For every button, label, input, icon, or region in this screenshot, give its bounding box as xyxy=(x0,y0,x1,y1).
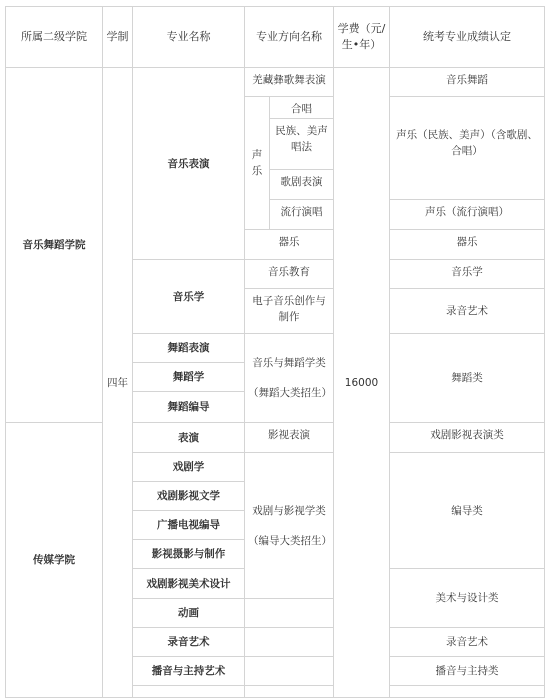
major-choreography: 舞蹈编导 xyxy=(132,391,245,423)
major-broadcast-directing: 广播电视编导 xyxy=(132,510,245,540)
recognition-broadcast-hosting: 播音与主持类 xyxy=(389,656,545,686)
header-college: 所属二级学院 xyxy=(5,6,103,68)
recognition-art-design: 美术与设计类 xyxy=(389,568,545,628)
direction-music-dance-category-label: 音乐与舞蹈学类 xyxy=(252,357,326,369)
recognition-vocal-pop: 声乐（流行演唱） xyxy=(389,199,545,230)
fee-cell: 16000 xyxy=(333,67,390,698)
major-animation: 动画 xyxy=(132,598,245,628)
recognition-directing-category: 编导类 xyxy=(389,452,545,569)
recognition-musicology: 音乐学 xyxy=(389,259,545,289)
direction-vocal: 声乐 xyxy=(244,96,270,230)
direction-empty-hosting xyxy=(244,656,334,686)
recognition-continuation xyxy=(389,685,545,698)
direction-ethnic-bel-canto: 民族、美声唱法 xyxy=(269,118,334,170)
direction-drama-film-category-label: 戏剧与影视学类 xyxy=(252,504,326,517)
recognition-instrumental: 器乐 xyxy=(389,229,545,260)
direction-qiang-yi: 羌藏彝歌舞表演 xyxy=(244,67,334,97)
header-fee: 学费（元/生•年） xyxy=(333,6,390,68)
major-drama-film-literature: 戏剧影视文学 xyxy=(132,481,245,511)
major-musicology: 音乐学 xyxy=(132,259,245,334)
major-continuation xyxy=(132,685,245,698)
major-music-performance: 音乐表演 xyxy=(132,67,245,260)
header-major: 专业名称 xyxy=(132,6,245,68)
direction-drama-film-category xyxy=(244,452,334,599)
major-recording-art: 录音艺术 xyxy=(132,627,245,657)
major-dance-studies: 舞蹈学 xyxy=(132,362,245,392)
direction-opera: 歌剧表演 xyxy=(269,169,334,200)
direction-empty-animation xyxy=(244,598,334,628)
major-drama-art-design: 戏剧影视美术设计 xyxy=(132,568,245,599)
major-hosting-art: 播音与主持艺术 xyxy=(132,656,245,686)
direction-music-education: 音乐教育 xyxy=(244,259,334,289)
header-recognition: 统考专业成绩认定 xyxy=(389,6,545,68)
direction-film-tv-acting: 影视表演 xyxy=(244,422,334,453)
recognition-recording-art-2: 录音艺术 xyxy=(389,627,545,657)
recognition-recording-art: 录音艺术 xyxy=(389,288,545,334)
direction-instrumental: 器乐 xyxy=(244,229,334,260)
direction-dance-category-note: （舞蹈大类招生） xyxy=(248,387,332,399)
direction-chorus: 合唱 xyxy=(269,96,334,119)
direction-empty-recording xyxy=(244,627,334,657)
recognition-vocal-ethnic: 声乐（民族、美声）（含歌剧、合唱） xyxy=(389,96,545,200)
direction-music-dance-category xyxy=(244,333,334,423)
college-media: 传媒学院 xyxy=(5,422,103,698)
direction-directing-category-note: （编导大类招生） xyxy=(248,534,332,547)
major-film-photography: 影视摄影与制作 xyxy=(132,539,245,569)
recognition-music-dance: 音乐舞蹈 xyxy=(389,67,545,97)
direction-pop: 流行演唱 xyxy=(269,199,334,230)
duration-cell: 四年 xyxy=(102,67,133,698)
direction-electronic-music: 电子音乐创作与制作 xyxy=(244,288,334,334)
recognition-dance-category: 舞蹈类 xyxy=(389,333,545,423)
direction-continuation xyxy=(244,685,334,698)
recognition-drama-film-acting: 戏剧影视表演类 xyxy=(389,422,545,453)
major-acting: 表演 xyxy=(132,422,245,453)
header-duration: 学制 xyxy=(102,6,133,68)
major-drama-studies: 戏剧学 xyxy=(132,452,245,482)
major-dance-performance: 舞蹈表演 xyxy=(132,333,245,363)
college-music-dance: 音乐舞蹈学院 xyxy=(5,67,103,423)
header-direction: 专业方向名称 xyxy=(244,6,334,68)
